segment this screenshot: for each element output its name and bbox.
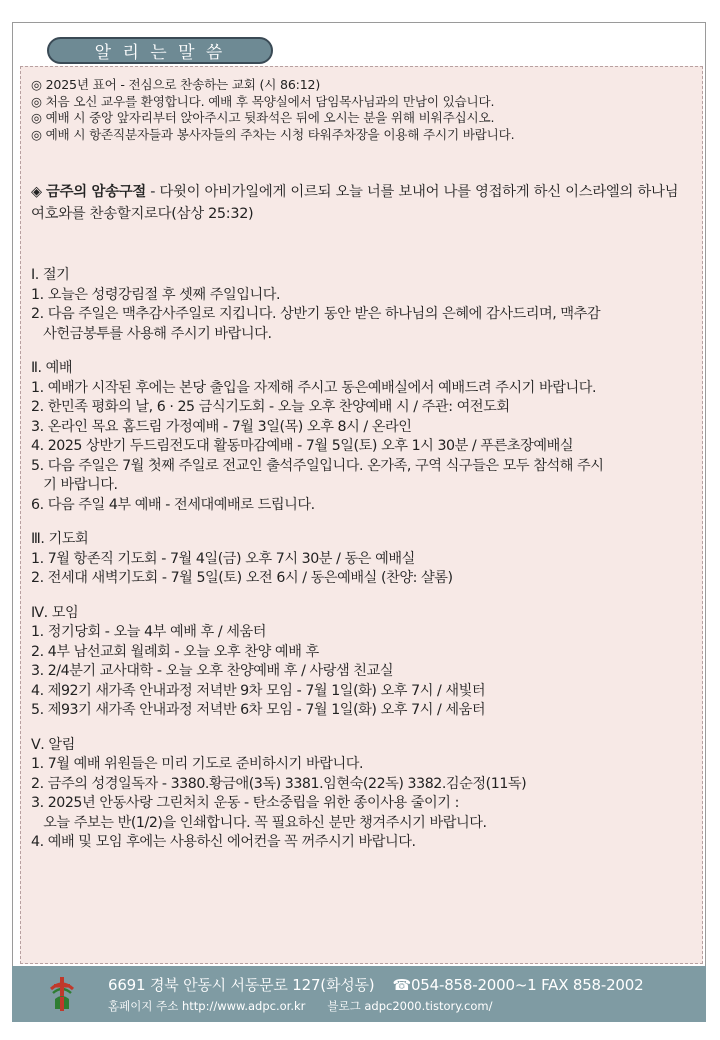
announcement-sections bbox=[31, 266, 688, 853]
page-title: 알 리 는 말 씀 bbox=[47, 37, 273, 64]
section-item: 2. 한민족 평화의 날, 6 · 25 금식기도회 - 오늘 오후 찬양예배 시 / 주관: 여전도회 bbox=[31, 399, 510, 415]
church-phone: ☎054-858-2000~1 FAX 858-2002 bbox=[392, 976, 644, 994]
section-item: 1. 7월 항존직 기도회 - 7월 4일(금) 오후 7시 30분 / 동은 예배실 bbox=[31, 550, 415, 567]
section-item: 오늘 주보는 반(1/2)을 인쇄합니다. 꼭 필요하신 분만 챙겨주시기 바랍니다. bbox=[31, 814, 487, 831]
verse-marker: ◈ bbox=[31, 184, 47, 200]
notice-item: ◎ 예배 시 항존직분자들과 봉사자들의 주차는 시청 타워주차장을 이용해 주시기 바랍니다. bbox=[31, 126, 515, 142]
section-item: 4. 2025 상반기 두드림전도대 활동마감예배 - 7월 5일(토) 오후 1시 30분 / 푸른초장예배실 bbox=[31, 438, 574, 454]
notice-item: ◎ 2025년 표어 - 전심으로 찬송하는 교회 (시 86:12) bbox=[31, 77, 321, 92]
church-address-line bbox=[108, 974, 643, 995]
section-title: Ⅴ. 알림 bbox=[31, 736, 75, 753]
section-item: 3. 온라인 목요 홈드림 가정예배 - 7월 3일(목) 오후 8시 / 온라인 bbox=[31, 418, 412, 435]
section-item: 4. 예배 및 모임 후에는 사용하신 에어컨을 꼭 꺼주시기 바랍니다. bbox=[31, 834, 416, 850]
announcement-section bbox=[31, 604, 688, 721]
homepage-link[interactable]: 홈페이지 주소 http://www.adpc.or.kr bbox=[108, 999, 306, 1013]
section-item: 6. 다음 주일 4부 예배 - 전세대예배로 드립니다. bbox=[31, 496, 315, 513]
notice-list bbox=[31, 77, 688, 143]
section-item: 사헌금봉투를 사용해 주시기 바랍니다. bbox=[31, 325, 272, 342]
announcement-section bbox=[31, 266, 688, 344]
church-web-line bbox=[108, 998, 493, 1014]
verse-text: - 다윗이 아비가일에게 이르되 오늘 너를 보내어 나를 영접하게 하신 이스라엘의 하나님 여호와를 찬송할지로다(삼상 25:32) bbox=[31, 184, 679, 222]
section-item: 3. 2025년 안동사랑 그린처치 운동 - 탄소중립을 위한 종이사용 줄이기 : bbox=[31, 795, 459, 811]
verse-label: 금주의 암송구절 bbox=[46, 184, 146, 200]
church-address: 6691 경북 안동시 서동문로 127(화성동) bbox=[108, 976, 375, 994]
announcement-section bbox=[31, 736, 688, 853]
section-item: 기 바랍니다. bbox=[31, 477, 118, 493]
section-item: 2. 전세대 새벽기도회 - 7월 5일(토) 오전 6시 / 동은예배실 (찬양: 샬롬) bbox=[31, 570, 453, 586]
section-title: Ⅲ. 기도회 bbox=[31, 531, 89, 547]
section-item: 2. 금주의 성경일독자 - 3380.황금애(3독) 3381.임현숙(22독) 3382.김순정(11독) bbox=[31, 775, 527, 792]
notice-item: ◎ 처음 오신 교우를 환영합니다. 예배 후 목양실에서 담임목사님과의 만남이 있습니다. bbox=[31, 93, 495, 109]
announcement-section bbox=[31, 530, 688, 589]
bulletin-content bbox=[20, 66, 703, 964]
section-title: Ⅳ. 모임 bbox=[31, 604, 79, 621]
section-item: 1. 7월 예배 위원들은 미리 기도로 준비하시기 바랍니다. bbox=[31, 756, 364, 772]
section-item: 1. 오늘은 성령강림절 후 셋째 주일입니다. bbox=[31, 286, 281, 303]
notice-item: ◎ 예배 시 중앙 앞자리부터 앉아주시고 뒷좌석은 뒤에 오시는 분을 위해 비워주십시오. bbox=[31, 110, 495, 125]
section-item: 1. 예배가 시작된 후에는 본당 출입을 자제해 주시고 동은예배실에서 예배드려 주시기 바랍니다. bbox=[31, 379, 597, 396]
blog-link[interactable]: 블로그 adpc2000.tistory.com/ bbox=[327, 999, 493, 1013]
memory-verse bbox=[31, 181, 688, 225]
section-item: 2. 4부 남선교회 월례회 - 오늘 오후 찬양 예배 후 bbox=[31, 643, 319, 660]
section-item: 3. 2/4분기 교사대학 - 오늘 오후 찬양예배 후 / 사랑샘 친교실 bbox=[31, 663, 394, 679]
section-item: 5. 다음 주일은 7월 첫째 주일로 전교인 출석주일입니다. 온가족, 구역 식구들은 모두 참석해 주시 bbox=[31, 457, 604, 474]
footer bbox=[12, 966, 706, 1022]
church-cross-logo-icon bbox=[49, 975, 75, 1013]
section-item: 2. 다음 주일은 맥추감사주일로 지킵니다. 상반기 동안 받은 하나님의 은혜에 감사드리며, 맥추감 bbox=[31, 306, 601, 322]
section-title: Ⅱ. 예배 bbox=[31, 360, 73, 376]
section-item: 5. 제93기 새가족 안내과정 저녁반 6차 모임 - 7월 1일(화) 오후 7시 / 세움터 bbox=[31, 702, 486, 718]
announcement-section bbox=[31, 359, 688, 515]
section-item: 4. 제92기 새가족 안내과정 저녁반 9차 모임 - 7월 1일(화) 오후 7시 / 새빛터 bbox=[31, 682, 486, 699]
section-title: Ⅰ. 절기 bbox=[31, 267, 70, 283]
section-item: 1. 정기당회 - 오늘 4부 예배 후 / 세움터 bbox=[31, 624, 267, 640]
